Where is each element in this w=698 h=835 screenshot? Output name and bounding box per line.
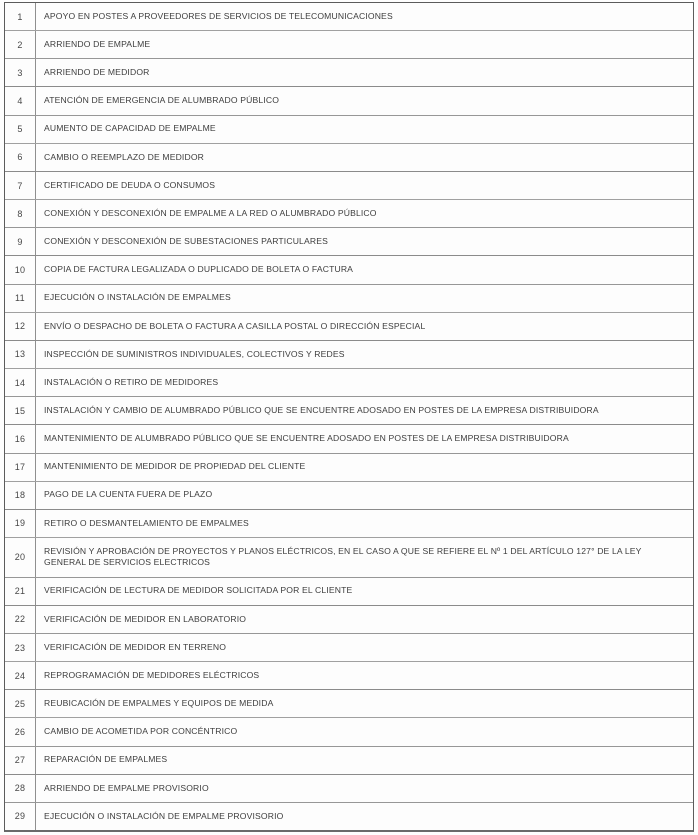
row-service-label: AUMENTO DE CAPACIDAD DE EMPALME (44, 123, 216, 134)
table-row (5, 578, 693, 606)
row-number: 29 (5, 803, 36, 830)
row-number: 11 (5, 285, 36, 312)
table-row (5, 200, 693, 228)
table-row (5, 59, 693, 87)
row-number: 4 (5, 87, 36, 114)
row-number: 2 (5, 31, 36, 58)
row-number: 20 (5, 538, 36, 577)
table-row (5, 775, 693, 803)
row-number: 28 (5, 775, 36, 802)
row-service-label: VERIFICACIÓN DE MEDIDOR EN LABORATORIO (44, 613, 247, 624)
row-service-label: VERIFICACIÓN DE LECTURA DE MEDIDOR SOLICITADA POR EL CLIENTE (44, 585, 353, 596)
table-row (5, 341, 693, 369)
row-service-label: APOYO EN POSTES A PROVEEDORES DE SERVICIOS DE TELECOMUNICACIONES (44, 10, 393, 21)
table-row (5, 87, 693, 115)
row-service-label: VERIFICACIÓN DE MEDIDOR EN TERRENO (44, 641, 227, 652)
row-number: 22 (5, 606, 36, 633)
row-service-label: INSTALACIÓN O RETIRO DE MEDIDORES (44, 376, 219, 387)
row-number: 10 (5, 256, 36, 283)
row-service-label: PAGO DE LA CUENTA FUERA DE PLAZO (44, 489, 213, 500)
table-row (5, 31, 693, 59)
row-number: 16 (5, 425, 36, 452)
row-service-label: CONEXIÓN Y DESCONEXIÓN DE SUBESTACIONES PARTICULARES (44, 236, 328, 247)
table-row (5, 634, 693, 662)
table-row (5, 606, 693, 634)
table-row (5, 690, 693, 718)
row-number: 14 (5, 369, 36, 396)
row-service-label: MANTENIMIENTO DE ALUMBRADO PÚBLICO QUE SE ENCUENTRE ADOSADO EN POSTES DE LA EMPRESA DISTRIBUIDORA (44, 433, 569, 444)
row-service-label: COPIA DE FACTURA LEGALIZADA O DUPLICADO DE BOLETA O FACTURA (44, 264, 354, 275)
services-table (4, 2, 694, 832)
table-row (5, 718, 693, 746)
row-number: 5 (5, 116, 36, 143)
row-number: 6 (5, 144, 36, 171)
row-service-label: CONEXIÓN Y DESCONEXIÓN DE EMPALME A LA RED O ALUMBRADO PÚBLICO (44, 207, 377, 218)
row-service-label: CAMBIO DE ACOMETIDA POR CONCÉNTRICO (44, 726, 238, 737)
row-service-label: ARRIENDO DE EMPALME (44, 38, 151, 49)
row-service-label: REPARACIÓN DE EMPALMES (44, 754, 168, 765)
row-service-label: ARRIENDO DE EMPALME PROVISORIO (44, 782, 209, 793)
row-service-label: ATENCIÓN DE EMERGENCIA DE ALUMBRADO PÚBLICO (44, 95, 280, 106)
table-row (5, 285, 693, 313)
row-number: 17 (5, 454, 36, 481)
table-row (5, 397, 693, 425)
row-number: 12 (5, 313, 36, 340)
table-row (5, 144, 693, 172)
table-row (5, 747, 693, 775)
row-number: 3 (5, 59, 36, 86)
row-service-label: REUBICACIÓN DE EMPALMES Y EQUIPOS DE MEDIDA (44, 698, 274, 709)
row-number: 8 (5, 200, 36, 227)
row-service-label: CAMBIO O REEMPLAZO DE MEDIDOR (44, 151, 205, 162)
row-service-label: REPROGRAMACIÓN DE MEDIDORES ELÉCTRICOS (44, 669, 260, 680)
row-service-label: ENVÍO O DESPACHO DE BOLETA O FACTURA A CASILLA POSTAL O DIRECCIÓN ESPECIAL (44, 320, 426, 331)
row-number: 1 (5, 3, 36, 30)
table-row (5, 425, 693, 453)
row-service-label: INSTALACIÓN Y CAMBIO DE ALUMBRADO PÚBLICO QUE SE ENCUENTRE ADOSADO EN POSTES DE LA EMPRESA DISTRIBUIDORA (44, 405, 599, 416)
row-number: 25 (5, 690, 36, 717)
table-row (5, 482, 693, 510)
row-number: 24 (5, 662, 36, 689)
table-row (5, 803, 693, 830)
row-number: 9 (5, 228, 36, 255)
row-number: 21 (5, 578, 36, 605)
table-row (5, 510, 693, 538)
row-number: 27 (5, 747, 36, 774)
table-row (5, 256, 693, 284)
table-row (5, 369, 693, 397)
row-number: 7 (5, 172, 36, 199)
table-row (5, 116, 693, 144)
table-row (5, 172, 693, 200)
row-number: 19 (5, 510, 36, 537)
row-service-label: RETIRO O DESMANTELAMIENTO DE EMPALMES (44, 517, 249, 528)
table-row (5, 313, 693, 341)
row-number: 18 (5, 482, 36, 509)
row-number: 13 (5, 341, 36, 368)
row-service-label: REVISIÓN Y APROBACIÓN DE PROYECTOS Y PLANOS ELÉCTRICOS, EN EL CASO A QUE SE REFIERE EL Nº 1 DEL ARTÍCULO 127° DE LA LEY GENERAL DE SERVICIOS ELECTRICOS (44, 545, 642, 568)
table-row (5, 662, 693, 690)
row-number: 15 (5, 397, 36, 424)
row-service-label: ARRIENDO DE MEDIDOR (44, 67, 150, 78)
row-service-label: EJECUCIÓN O INSTALACIÓN DE EMPALMES (44, 292, 231, 303)
table-row (5, 3, 693, 31)
row-service-label: INSPECCIÓN DE SUMINISTROS INDIVIDUALES, COLECTIVOS Y REDES (44, 348, 345, 359)
table-row (5, 228, 693, 256)
row-service-label: MANTENIMIENTO DE MEDIDOR DE PROPIEDAD DEL CLIENTE (44, 461, 306, 472)
table-row (5, 538, 693, 578)
row-service-label: CERTIFICADO DE DEUDA O CONSUMOS (44, 179, 216, 190)
row-number: 23 (5, 634, 36, 661)
table-row (5, 454, 693, 482)
row-service-label: EJECUCIÓN O INSTALACIÓN DE EMPALME PROVISORIO (44, 810, 284, 821)
row-number: 26 (5, 718, 36, 745)
